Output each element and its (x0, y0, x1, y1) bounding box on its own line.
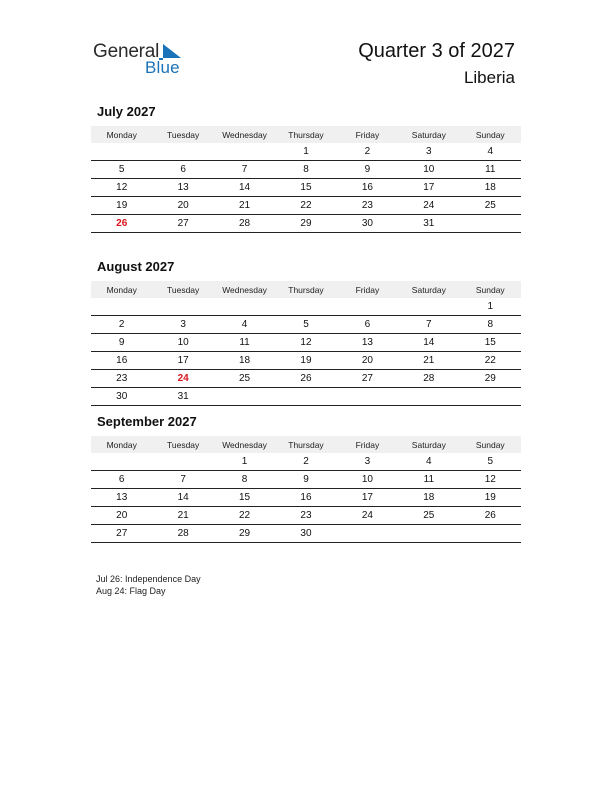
day-cell: 11 (398, 471, 459, 489)
day-cell (275, 388, 336, 406)
generalblue-logo (93, 40, 193, 80)
day-cell: 24 (337, 507, 398, 525)
day-cell: 31 (152, 388, 213, 406)
day-cell (91, 298, 152, 316)
day-cell (91, 143, 152, 161)
day-cell: 3 (337, 453, 398, 471)
day-cell: 19 (91, 197, 152, 215)
day-cell: 10 (152, 334, 213, 352)
day-cell: 18 (460, 179, 521, 197)
day-cell: 1 (214, 453, 275, 471)
weekday-header: Friday (337, 281, 398, 298)
day-cell: 4 (398, 453, 459, 471)
day-cell: 8 (214, 471, 275, 489)
weekday-header: Thursday (275, 126, 336, 143)
day-cell: 20 (152, 197, 213, 215)
day-cell: 13 (91, 489, 152, 507)
day-cell: 3 (152, 316, 213, 334)
holiday-day-cell: 26 (91, 215, 152, 233)
day-cell: 26 (275, 370, 336, 388)
day-cell (152, 298, 213, 316)
week-row (91, 370, 521, 388)
day-cell: 6 (152, 161, 213, 179)
day-cell: 29 (275, 215, 336, 233)
day-cell (337, 298, 398, 316)
day-cell: 25 (460, 197, 521, 215)
day-cell: 22 (460, 352, 521, 370)
week-row (91, 161, 521, 179)
day-cell: 8 (275, 161, 336, 179)
day-cell: 15 (214, 489, 275, 507)
day-cell: 25 (398, 507, 459, 525)
weekday-header: Tuesday (152, 126, 213, 143)
holiday-day-cell: 24 (152, 370, 213, 388)
day-cell: 1 (275, 143, 336, 161)
day-cell: 21 (214, 197, 275, 215)
day-cell (460, 215, 521, 233)
day-cell: 30 (275, 525, 336, 543)
day-cell: 28 (398, 370, 459, 388)
month-title: July 2027 (97, 104, 156, 119)
day-cell: 21 (398, 352, 459, 370)
day-cell: 4 (214, 316, 275, 334)
day-cell: 16 (91, 352, 152, 370)
weekday-header: Saturday (398, 436, 459, 453)
weekday-header: Thursday (275, 436, 336, 453)
weekday-header: Sunday (460, 281, 521, 298)
month-july (91, 104, 521, 233)
calendar-table (91, 281, 521, 406)
day-cell: 6 (91, 471, 152, 489)
day-cell: 14 (152, 489, 213, 507)
day-cell: 25 (214, 370, 275, 388)
weekday-header: Saturday (398, 281, 459, 298)
day-cell: 5 (460, 453, 521, 471)
day-cell: 9 (91, 334, 152, 352)
day-cell: 24 (398, 197, 459, 215)
weekday-header: Tuesday (152, 281, 213, 298)
holiday-note: Jul 26: Independence Day (96, 574, 201, 584)
day-cell (152, 453, 213, 471)
holiday-note: Aug 24: Flag Day (96, 586, 166, 596)
month-september (91, 414, 521, 543)
week-row (91, 215, 521, 233)
day-cell: 14 (398, 334, 459, 352)
day-cell (152, 143, 213, 161)
weekday-header: Sunday (460, 126, 521, 143)
day-cell: 27 (91, 525, 152, 543)
weekday-header: Friday (337, 436, 398, 453)
day-cell: 21 (152, 507, 213, 525)
day-cell (214, 388, 275, 406)
week-row (91, 489, 521, 507)
weekday-header: Monday (91, 281, 152, 298)
day-cell: 6 (337, 316, 398, 334)
day-cell: 2 (275, 453, 336, 471)
month-august (91, 259, 521, 406)
day-cell: 19 (275, 352, 336, 370)
day-cell (214, 143, 275, 161)
weekday-header: Friday (337, 126, 398, 143)
week-row (91, 197, 521, 215)
logo-general-text: General (93, 41, 160, 62)
day-cell (398, 388, 459, 406)
day-cell: 10 (398, 161, 459, 179)
day-cell: 11 (214, 334, 275, 352)
day-cell: 9 (275, 471, 336, 489)
day-cell (275, 298, 336, 316)
day-cell: 18 (398, 489, 459, 507)
day-cell (337, 525, 398, 543)
day-cell: 23 (91, 370, 152, 388)
day-cell: 18 (214, 352, 275, 370)
day-cell: 16 (337, 179, 398, 197)
day-cell: 28 (152, 525, 213, 543)
logo-blue-text: Blue (145, 58, 180, 77)
day-cell: 12 (460, 471, 521, 489)
week-row (91, 471, 521, 489)
week-row (91, 143, 521, 161)
day-cell: 20 (337, 352, 398, 370)
day-cell: 12 (91, 179, 152, 197)
day-cell: 10 (337, 471, 398, 489)
week-row (91, 507, 521, 525)
day-cell (398, 298, 459, 316)
day-cell (214, 298, 275, 316)
day-cell: 23 (337, 197, 398, 215)
page-title: Quarter 3 of 2027 (358, 40, 515, 62)
weekday-header: Monday (91, 126, 152, 143)
day-cell: 17 (337, 489, 398, 507)
day-cell: 20 (91, 507, 152, 525)
holiday-notes (96, 573, 201, 597)
day-cell (337, 388, 398, 406)
day-cell: 27 (152, 215, 213, 233)
day-cell: 28 (214, 215, 275, 233)
day-cell (398, 525, 459, 543)
day-cell: 7 (152, 471, 213, 489)
day-cell: 19 (460, 489, 521, 507)
day-cell: 30 (337, 215, 398, 233)
day-cell: 12 (275, 334, 336, 352)
day-cell: 29 (214, 525, 275, 543)
weekday-header: Wednesday (214, 436, 275, 453)
day-cell: 15 (460, 334, 521, 352)
day-cell: 16 (275, 489, 336, 507)
day-cell: 2 (337, 143, 398, 161)
weekday-header: Wednesday (214, 281, 275, 298)
day-cell: 27 (337, 370, 398, 388)
day-cell: 1 (460, 298, 521, 316)
day-cell: 5 (91, 161, 152, 179)
weekday-header: Wednesday (214, 126, 275, 143)
day-cell: 17 (152, 352, 213, 370)
weekday-header: Thursday (275, 281, 336, 298)
country-name: Liberia (463, 68, 515, 87)
day-cell: 2 (91, 316, 152, 334)
day-cell: 9 (337, 161, 398, 179)
day-cell: 4 (460, 143, 521, 161)
weekday-header: Monday (91, 436, 152, 453)
day-cell: 30 (91, 388, 152, 406)
day-cell: 15 (275, 179, 336, 197)
week-row (91, 316, 521, 334)
week-row (91, 525, 521, 543)
day-cell: 26 (460, 507, 521, 525)
day-cell (460, 525, 521, 543)
week-row (91, 334, 521, 352)
day-cell: 8 (460, 316, 521, 334)
week-row (91, 352, 521, 370)
month-title: September 2027 (97, 414, 197, 429)
day-cell: 13 (152, 179, 213, 197)
day-cell: 11 (460, 161, 521, 179)
day-cell (460, 388, 521, 406)
day-cell: 3 (398, 143, 459, 161)
week-row (91, 388, 521, 406)
day-cell: 29 (460, 370, 521, 388)
day-cell: 13 (337, 334, 398, 352)
day-cell: 7 (398, 316, 459, 334)
day-cell: 14 (214, 179, 275, 197)
month-title: August 2027 (97, 259, 175, 274)
week-row (91, 453, 521, 471)
day-cell: 17 (398, 179, 459, 197)
weekday-header: Saturday (398, 126, 459, 143)
weekday-header: Tuesday (152, 436, 213, 453)
day-cell: 31 (398, 215, 459, 233)
calendar-table (91, 436, 521, 543)
day-cell: 7 (214, 161, 275, 179)
week-row (91, 298, 521, 316)
calendar-table (91, 126, 521, 233)
day-cell: 23 (275, 507, 336, 525)
day-cell (91, 453, 152, 471)
day-cell: 5 (275, 316, 336, 334)
weekday-header: Sunday (460, 436, 521, 453)
day-cell: 22 (214, 507, 275, 525)
week-row (91, 179, 521, 197)
day-cell: 22 (275, 197, 336, 215)
